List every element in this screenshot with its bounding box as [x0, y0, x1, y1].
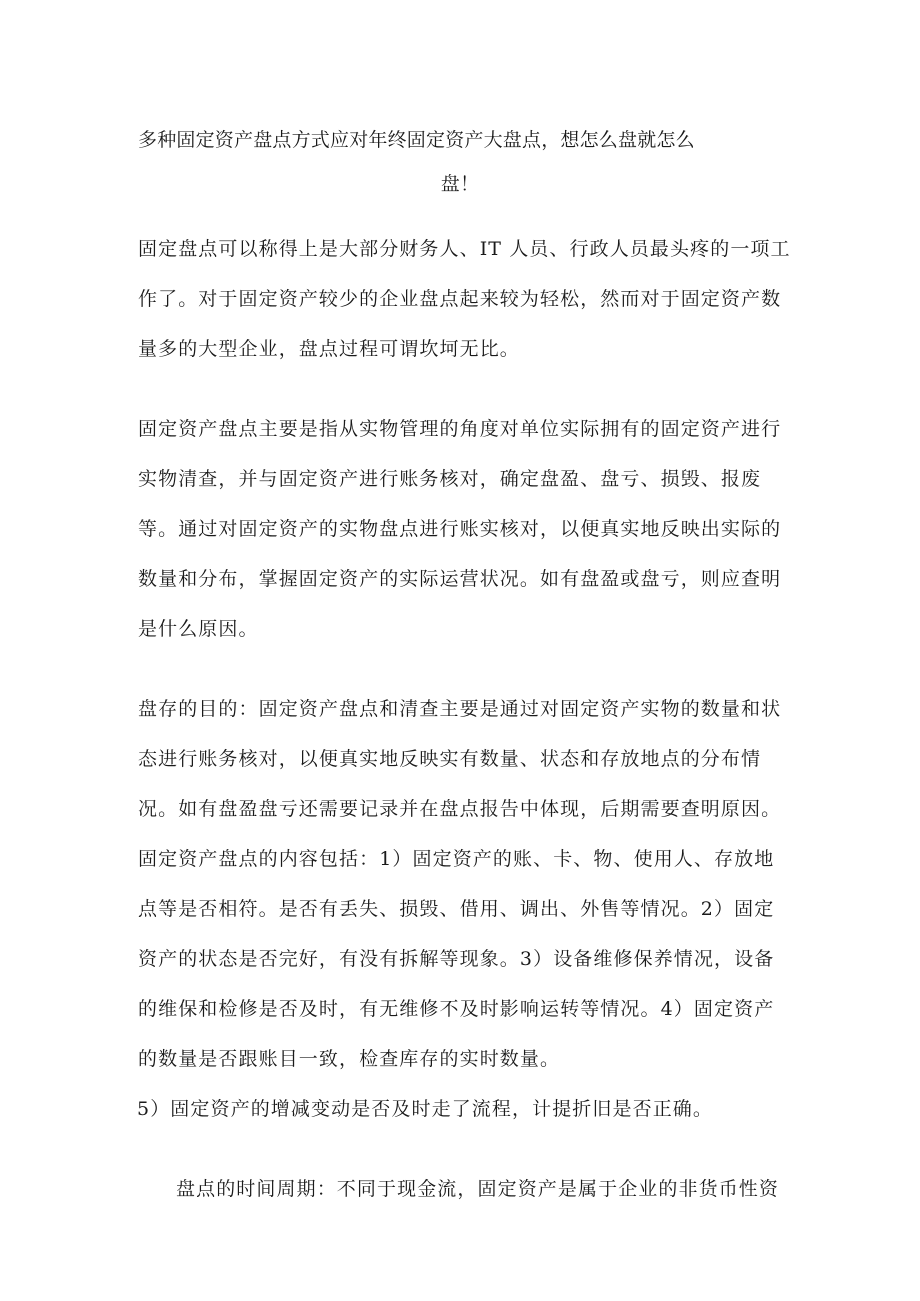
paragraph-line: 态进行账务核对，以便真实地反映实有数量、状态和存放地点的分布情	[138, 748, 762, 770]
paragraph-line: 的数量是否跟账目一致，检查库存的实时数量。	[138, 1048, 561, 1070]
paragraph-line: 是什么原因。	[138, 618, 259, 640]
paragraph-line: 况。如有盘盈盘亏还需要记录并在盘点报告中体现，后期需要查明原因。	[138, 798, 782, 820]
paragraph-line: 固定盘点可以称得上是大部分财务人、IT 人员、行政人员最头疼的一项工	[138, 238, 791, 260]
paragraph-line: 5）固定资产的增减变动是否及时走了流程，计提折旧是否正确。	[137, 1098, 713, 1120]
document-title-line-2: 盘！	[440, 173, 480, 195]
paragraph-line: 量多的大型企业，盘点过程可谓坎坷无比。	[138, 338, 520, 360]
paragraph-line: 资产的状态是否完好，有没有拆解等现象。3）设备维修保养情况，设备	[138, 948, 775, 970]
paragraph-line: 固定资产盘点主要是指从实物管理的角度对单位实际拥有的固定资产进行	[138, 418, 782, 440]
paragraph-line: 等。通过对固定资产的实物盘点进行账实核对，以便真实地反映出实际的	[138, 518, 782, 540]
document-title-line-1: 多种固定资产盘点方式应对年终固定资产大盘点，想怎么盘就怎么	[138, 129, 695, 151]
paragraph-line: 作了。对于固定资产较少的企业盘点起来较为轻松，然而对于固定资产数	[138, 288, 782, 310]
paragraph-line: 数量和分布，掌握固定资产的实际运营状况。如有盘盈或盘亏，则应查明	[138, 568, 782, 590]
paragraph-line: 点等是否相符。是否有丢失、损毁、借用、调出、外售等情况。2）固定	[138, 898, 775, 920]
paragraph-line: 实物清查，并与固定资产进行账务核对，确定盘盈、盘亏、损毁、报废	[138, 468, 762, 490]
paragraph-line: 盘点的时间周期：不同于现金流，固定资产是属于企业的非货币性资	[176, 1178, 780, 1200]
paragraph-line: 固定资产盘点的内容包括：1）固定资产的账、卡、物、使用人、存放地	[138, 848, 775, 870]
paragraph-line: 盘存的目的：固定资产盘点和清查主要是通过对固定资产实物的数量和状	[138, 698, 782, 720]
paragraph-line: 的维保和检修是否及时，有无维修不及时影响运转等情况。4）固定资产	[138, 998, 775, 1020]
